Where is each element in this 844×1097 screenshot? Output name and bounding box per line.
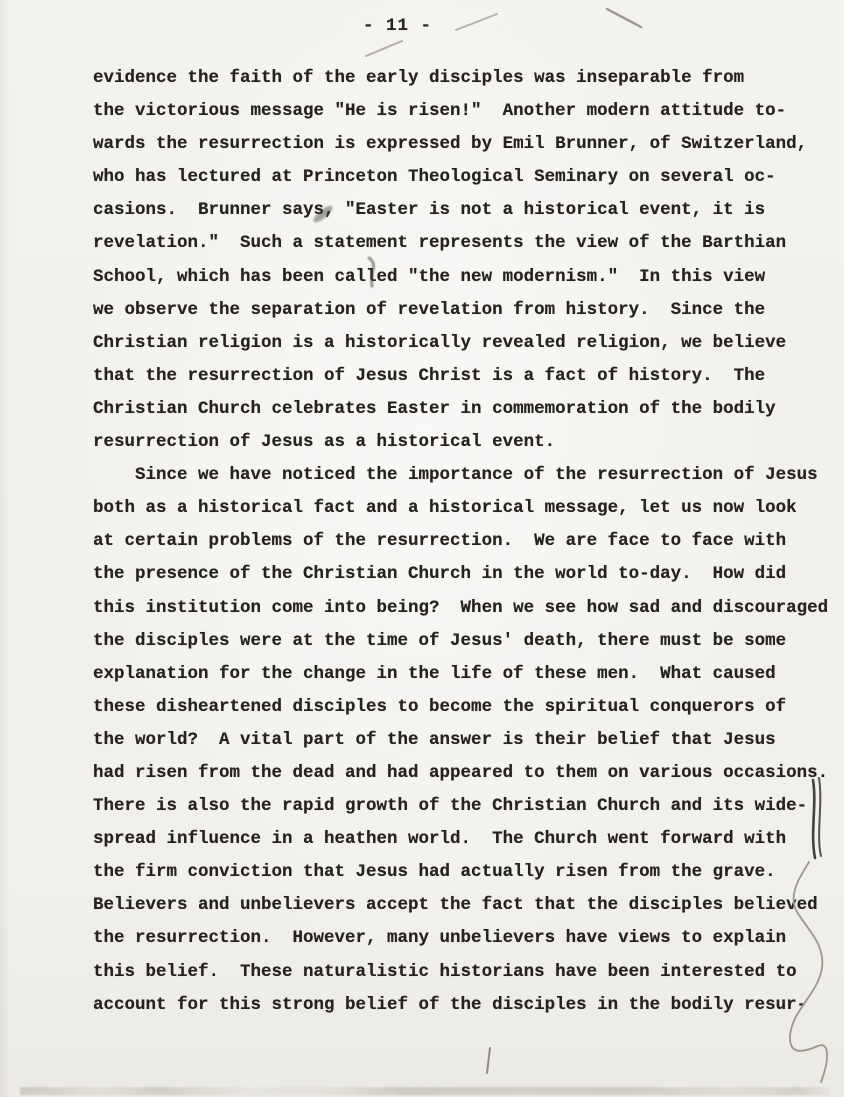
page-body [93, 62, 833, 1022]
text-line: these disheartened disciples to become the spiritual conquerors of [93, 696, 787, 717]
text-line: the disciples were at the time of Jesus' death, there must be some [93, 630, 787, 651]
text-line: that the resurrection of Jesus Christ is a fact of history. The [93, 365, 766, 386]
text-line: the world? A vital part of the answer is their belief that Jesus [93, 729, 776, 750]
text-line: explanation for the change in the life of these men. What caused [93, 663, 776, 684]
text-line: the presence of the Christian Church in the world to-day. How did [93, 564, 787, 585]
diagonal-pencil-stroke-top-right [607, 9, 641, 27]
text-line: resurrection of Jesus as a historical event. [93, 432, 556, 453]
paragraph-2 [93, 459, 833, 1022]
text-line: the victorious message "He is risen!" Another modern attitude to- [93, 101, 787, 122]
diagonal-pencil-stroke-top-center [456, 14, 497, 30]
text-line: the firm conviction that Jesus had actually risen from the grave. [93, 862, 776, 883]
text-line: this belief. These naturalistic historians have been interested to [93, 961, 797, 982]
text-line: the resurrection. However, many unbelievers have views to explain [93, 928, 787, 949]
text-line: casions. Brunner says, "Easter is not a historical event, it is [93, 200, 766, 221]
text-line: Since we have noticed the importance of the resurrection of Jesus [135, 465, 818, 486]
text-line: Christian religion is a historically revealed religion, we believe [93, 332, 787, 353]
text-line: Christian Church celebrates Easter in commemoration of the bodily [93, 398, 776, 419]
text-line: account for this strong belief of the disciples in the bodily resur- [93, 994, 808, 1015]
text-line: revelation." Such a statement represents the view of the Barthian [93, 233, 787, 254]
text-line: There is also the rapid growth of the Christian Church and its wide- [93, 796, 808, 817]
smudge-band-bottom-edge [20, 1087, 830, 1095]
small-tick-bottom-center [487, 1048, 490, 1073]
text-line: both as a historical fact and a historical message, let us now look [93, 498, 797, 519]
paragraph-1 [93, 62, 833, 459]
text-line: who has lectured at Princeton Theological Seminary on several oc- [93, 167, 776, 188]
text-line: this institution come into being? When we see how sad and discouraged [93, 597, 829, 618]
text-line: spread influence in a heathen world. The Church went forward with [93, 829, 787, 850]
text-line: School, which has been called "the new modernism." In this view [93, 266, 766, 287]
text-line: wards the resurrection is expressed by Emil Brunner, of Switzerland, [93, 134, 808, 155]
text-line: at certain problems of the resurrection. We are face to face with [93, 531, 787, 552]
text-line: evidence the faith of the early disciples was inseparable from [93, 68, 745, 88]
text-line: Believers and unbelievers accept the fact that the disciples believed [93, 895, 818, 916]
text-line: we observe the separation of revelation from history. Since the [93, 299, 766, 320]
text-line: had risen from the dead and had appeared to them on various occasions. [93, 762, 829, 783]
page-number: - 11 - [363, 16, 433, 36]
diagonal-pencil-stroke-below-page-number [366, 41, 402, 56]
